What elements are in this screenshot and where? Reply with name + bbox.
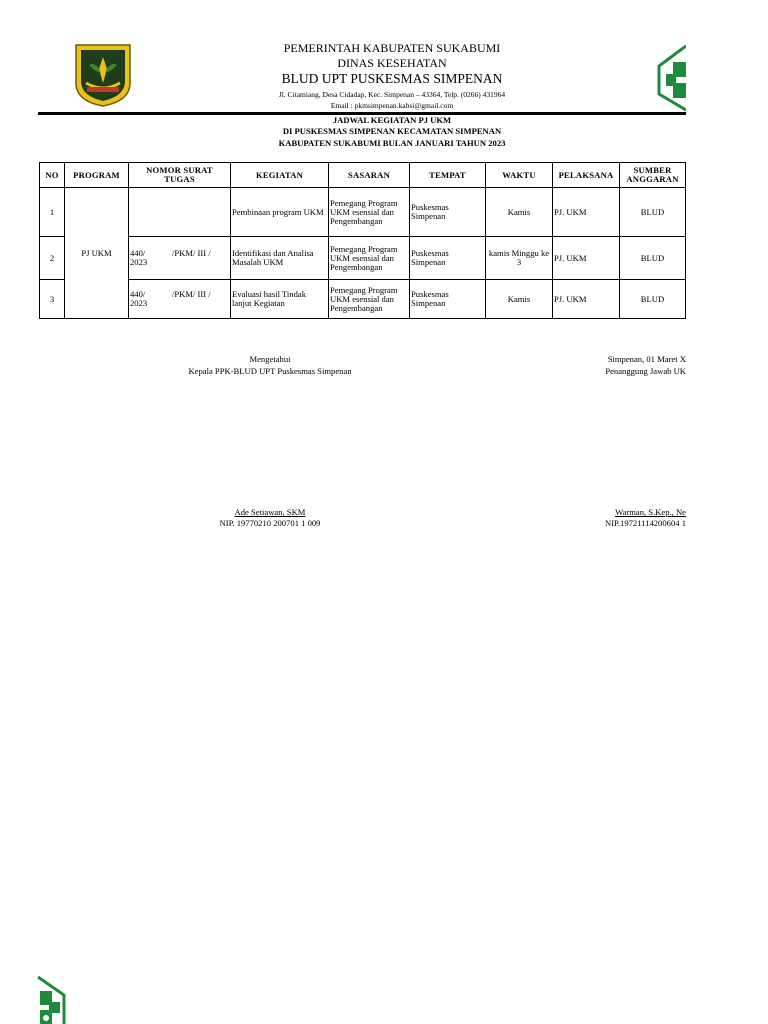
col-header: WAKTU <box>486 163 553 188</box>
sig-right-name: Warman, S.Kep., Ne <box>615 507 686 517</box>
sukabumi-emblem <box>74 43 132 107</box>
kegiatan-cell: Pembinaan program UKM <box>231 188 329 237</box>
nomor-prefix: 440/ <box>130 289 146 299</box>
nomor-prefix: 440/ <box>130 248 146 258</box>
sasaran-cell: Pemegang Program UKM esensial dan Pengembangan <box>329 188 410 237</box>
row-no: 3 <box>40 280 65 319</box>
doc-title-3: KABUPATEN SUKABUMI BULAN JANUARI TAHUN 2023 <box>278 138 506 148</box>
sig-left-label: Mengetahui <box>249 354 291 364</box>
waktu-cell: Kamis <box>486 280 553 319</box>
nomor-year: 2023 <box>130 298 148 308</box>
nomor-year: 2023 <box>130 257 148 267</box>
col-header: NO <box>40 163 65 188</box>
row-no: 1 <box>40 188 65 237</box>
sumber-cell: BLUD <box>620 188 686 237</box>
kegiatan-cell: Evaluasi hasil Tindak lanjut Kegiatan <box>231 280 329 319</box>
col-header: SASARAN <box>329 163 410 188</box>
col-header: NOMOR SURAT TUGAS <box>129 163 231 188</box>
kegiatan-cell: Identifikasi dan Analisa Masalah UKM <box>231 237 329 280</box>
schedule-table <box>39 162 686 319</box>
col-header: PELAKSANA <box>553 163 620 188</box>
header-government: PEMERINTAH KABUPATEN SUKABUMI <box>283 41 501 55</box>
doc-title-2: DI PUSKESMAS SIMPENAN KECAMATAN SIMPENAN <box>282 126 502 136</box>
header-email: Email : pkmsimpenan.kabsi@gmail.com <box>330 101 454 110</box>
puskesmas-logo-footer <box>36 975 66 1024</box>
nomor-middle: /PKM/ III / <box>172 289 211 299</box>
nomor-middle: /PKM/ III / <box>172 248 211 258</box>
table-row <box>40 280 686 319</box>
sig-left-nip: NIP. 19770210 200701 1 009 <box>219 518 321 528</box>
pelaksana-cell: PJ. UKM <box>553 280 620 319</box>
sasaran-cell: Pemegang Program UKM esensial dan Pengembangan <box>329 237 410 280</box>
sig-right-nip: NIP.19721114200604 1 <box>604 518 686 528</box>
sig-right-position: Penanggung Jawab UK <box>605 366 686 376</box>
col-header: KEGIATAN <box>231 163 329 188</box>
tempat-cell: Puskesmas Simpenan <box>410 237 486 280</box>
puskesmas-logo <box>655 44 686 112</box>
tempat-cell: Puskesmas Simpenan <box>410 188 486 237</box>
sig-left-name: Ade Setiawan, SKM <box>234 507 306 517</box>
doc-title-1: JADWAL KEGIATAN PJ UKM <box>332 115 452 125</box>
nomor-cell <box>129 237 231 280</box>
table-header-row <box>40 163 686 188</box>
sumber-cell: BLUD <box>620 280 686 319</box>
pelaksana-cell: PJ. UKM <box>553 237 620 280</box>
table-row <box>40 237 686 280</box>
sasaran-cell: Pemegang Program UKM esensial dan Pengembangan <box>329 280 410 319</box>
row-no: 2 <box>40 237 65 280</box>
waktu-cell: kamis Minggu ke 3 <box>486 237 553 280</box>
pelaksana-cell: PJ. UKM <box>553 188 620 237</box>
program-cell: PJ UKM <box>65 188 129 319</box>
tempat-cell: Puskesmas Simpenan <box>410 280 486 319</box>
col-header: PROGRAM <box>65 163 129 188</box>
header-department: DINAS KESEHATAN <box>337 56 447 70</box>
nomor-cell <box>129 188 231 237</box>
header-institution: BLUD UPT PUSKESMAS SIMPENAN <box>281 71 503 86</box>
col-header: TEMPAT <box>410 163 486 188</box>
waktu-cell: Kamis <box>486 188 553 237</box>
sumber-cell: BLUD <box>620 237 686 280</box>
table-row <box>40 188 686 237</box>
col-header: SUMBER ANGGARAN <box>620 163 686 188</box>
header-address: Jl. Citamiang, Desa Cidadap, Kec. Simpenan – 43364, Telp. (0266) 431964 <box>278 90 506 99</box>
sig-left-position: Kepala PPK-BLUD UPT Puskesmas Simpenan <box>188 366 352 376</box>
nomor-cell <box>129 280 231 319</box>
sig-right-date: Simpenan, 01 Maret X <box>607 354 686 364</box>
